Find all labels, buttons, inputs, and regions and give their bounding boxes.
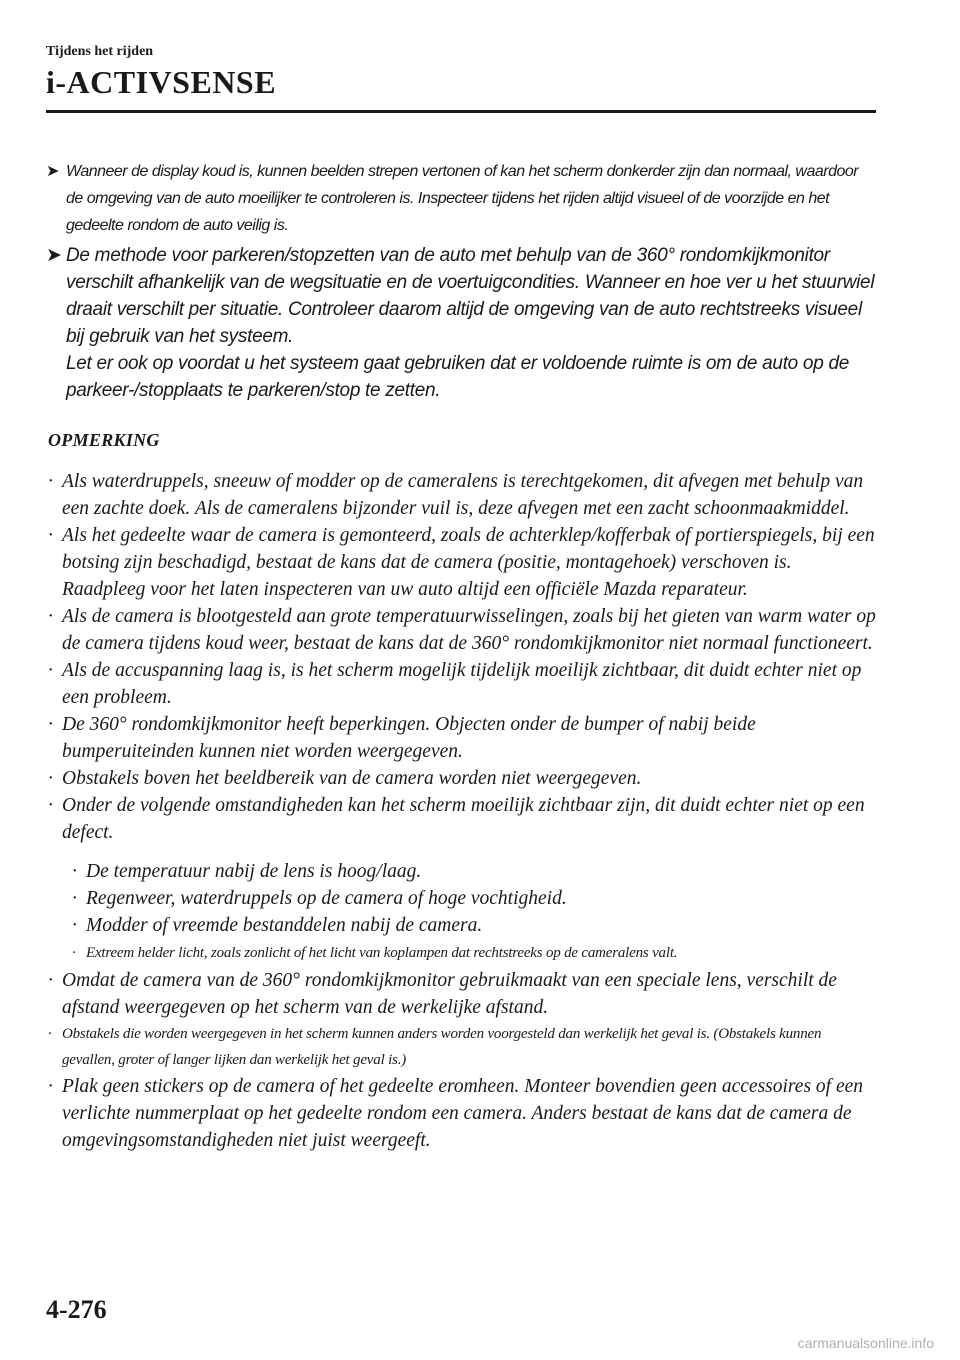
bullet-dot-icon: · bbox=[48, 606, 53, 627]
bullet-dot-icon: · bbox=[48, 970, 53, 991]
bullet-dot-icon: · bbox=[72, 861, 77, 882]
note-item: · Obstakels die worden weergegeven in het scherm kunnen anders worden voorgesteld dan werkelijk het geval is. (Obstakels kunnen gevallen, groter of langer lijken dan werkelijk het geval is.) bbox=[46, 1021, 876, 1073]
note-item: · Als waterdruppels, sneeuw of modder op de cameralens is terechtgekomen, dit afvegen met behulp van een zachte doek. Als de cameralens bijzonder vuil is, deze afvegen met een zacht schoonmaakmiddel. bbox=[46, 468, 876, 522]
note-sub-list bbox=[46, 858, 876, 967]
note-item: · Onder de volgende omstandigheden kan het scherm moeilijk zichtbaar zijn, dit duidt echter niet op een defect. bbox=[46, 792, 876, 846]
arrow-right-icon: ➤ bbox=[46, 163, 59, 180]
note-item: · Plak geen stickers op de camera of het gedeelte eromheen. Monteer bovendien geen accessoires of een verlichte nummerplaat op het gedeelte rondom een camera. Anders bestaat de kans dat de camera de omgevingsomstandigheden niet juist weergeeft. bbox=[46, 1073, 876, 1154]
header-divider bbox=[46, 110, 876, 113]
bullet-dot-icon: · bbox=[48, 471, 53, 492]
note-sub-item: · Regenweer, waterdruppels op de camera of hoge vochtigheid. bbox=[46, 885, 876, 912]
note-sub-item: · Extreem helder licht, zoals zonlicht of het licht van koplampen dat rechtstreeks op de cameralens valt. bbox=[46, 939, 876, 967]
warning-text: Wanneer de display koud is, kunnen beelden strepen vertonen of kan het scherm donkerder zijn dan normaal, waardoor de omgeving van de auto moeilijker te controleren is. Inspecteer tijdens het rijden altijd visueel of de voorzijde en het gedeelte rondom de auto veilig is. bbox=[66, 163, 859, 234]
bullet-dot-icon: · bbox=[48, 1026, 52, 1042]
bullet-dot-icon: · bbox=[48, 1076, 53, 1097]
bullet-dot-icon: · bbox=[72, 888, 77, 909]
note-item: · Omdat de camera van de 360° rondomkijkmonitor gebruikmaakt van een speciale lens, verschilt de afstand weergegeven op het scherm van de werkelijke afstand. bbox=[46, 967, 876, 1021]
bullet-dot-icon: · bbox=[48, 660, 53, 681]
note-item: · Obstakels boven het beeldbereik van de camera worden niet weergegeven. bbox=[46, 765, 876, 792]
page-number: 4-276 bbox=[46, 1295, 107, 1324]
warning-paragraph: Let er ook op voordat u het systeem gaat gebruiken dat er voldoende ruimte is om de auto op de parkeer-/stopplaats te parkeren/stop te zetten. bbox=[66, 353, 849, 401]
bullet-dot-icon: · bbox=[72, 915, 77, 936]
warning-paragraph: De methode voor parkeren/stopzetten van de auto met behulp van de 360° rondomkijkmonitor verschilt afhankelijk van de wegsituatie en de voertuigcondities. Wanneer en hoe ver u het stuurwiel draait verschilt per situatie. Controleer daarom altijd de omgeving van de auto rechtstreeks visueel bij gebruik van het systeem. bbox=[66, 245, 875, 347]
page-header bbox=[46, 44, 276, 101]
note-heading: OPMERKING bbox=[48, 430, 160, 450]
note-sub-item: · De temperatuur nabij de lens is hoog/laag. bbox=[46, 858, 876, 885]
bullet-dot-icon: · bbox=[48, 525, 53, 546]
bullet-dot-icon: · bbox=[48, 768, 53, 789]
warning-block bbox=[46, 158, 876, 404]
note-item: · Als de accuspanning laag is, is het scherm mogelijk tijdelijk moeilijk zichtbaar, dit duidt echter niet op een probleem. bbox=[46, 657, 876, 711]
note-list bbox=[46, 468, 876, 1154]
note-item: · De 360° rondomkijkmonitor heeft beperkingen. Objecten onder de bumper of nabij beide bumperuiteinden kunnen niet worden weergegeven. bbox=[46, 711, 876, 765]
bullet-dot-icon: · bbox=[72, 945, 76, 961]
chapter-title: i-ACTIVSENSE bbox=[46, 64, 277, 100]
warning-item bbox=[46, 242, 876, 404]
note-item: · Als de camera is blootgesteld aan grote temperatuurwisselingen, zoals bij het gieten van warm water op de camera tijdens koud weer, bestaat de kans dat de 360° rondomkijkmonitor niet normaal functioneert. bbox=[46, 603, 876, 657]
note-sub-item: · Modder of vreemde bestanddelen nabij de camera. bbox=[46, 912, 876, 939]
arrow-right-icon: ➤ bbox=[46, 245, 62, 266]
watermark: carmanualsonline.info bbox=[797, 1335, 934, 1351]
section-title: Tijdens het rijden bbox=[46, 44, 154, 59]
warning-item bbox=[46, 158, 876, 239]
bullet-dot-icon: · bbox=[48, 795, 53, 816]
note-item: · Als het gedeelte waar de camera is gemonteerd, zoals de achterklep/kofferbak of portierspiegels, bij een botsing zijn beschadigd, bestaat de kans dat de camera (positie, montagehoek) verschoven is. Raadpleeg voor het laten inspecteren van uw auto altijd een officiële Mazda reparateur. bbox=[46, 522, 876, 603]
bullet-dot-icon: · bbox=[48, 714, 53, 735]
